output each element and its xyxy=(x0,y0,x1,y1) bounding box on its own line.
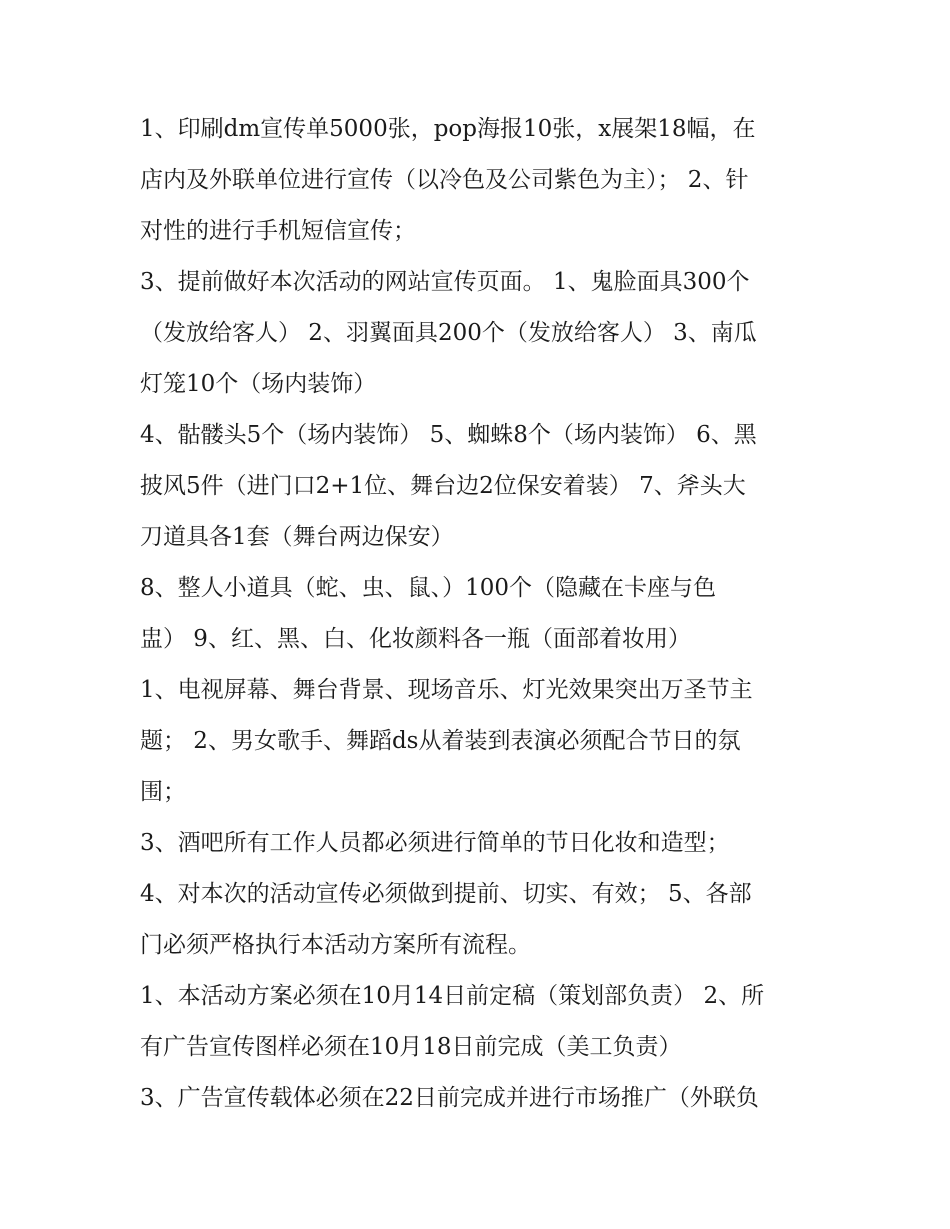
text-line: 店内及外联单位进行宣传（以冷色及公司紫色为主）； 2、针 xyxy=(140,167,749,193)
text-line: （发放给客人） 2、羽翼面具200个（发放给客人） 3、南瓜 xyxy=(140,320,757,346)
text-line: 1、印刷dm宣传单5000张，pop海报10张，x展架18幅，在 xyxy=(140,116,756,142)
text-line: 门必须严格执行本活动方案所有流程。 xyxy=(140,932,531,958)
text-line: 1、本活动方案必须在10月14日前定稿（策划部负责） 2、所 xyxy=(140,983,765,1009)
text-line: 披风5件（进门口2+1位、舞台边2位保安着装） 7、斧头大 xyxy=(140,473,746,499)
text-line: 灯笼10个（场内装饰） xyxy=(140,371,377,397)
text-line: 刀道具各1套（舞台两边保安） xyxy=(140,524,454,550)
text-line: 对性的进行手机短信宣传； xyxy=(140,218,416,244)
text-line: 盅） 9、红、黑、白、化妆颜料各一瓶（面部着妆用） xyxy=(140,626,691,652)
text-line: 3、提前做好本次活动的网站宣传页面。 1、鬼脸面具300个 xyxy=(140,269,750,295)
text-line: 围； xyxy=(140,779,186,805)
text-line: 题； 2、男女歌手、舞蹈ds从着装到表演必须配合节日的氛 xyxy=(140,728,741,754)
document-body xyxy=(140,104,810,1124)
text-line: 4、对本次的活动宣传必须做到提前、切实、有效； 5、各部 xyxy=(140,881,752,907)
text-line: 8、整人小道具（蛇、虫、鼠、）100个（隐藏在卡座与色 xyxy=(140,575,717,601)
text-line: 1、电视屏幕、舞台背景、现场音乐、灯光效果突出万圣节主 xyxy=(140,677,753,703)
text-line: 3、酒吧所有工作人员都必须进行简单的节日化妆和造型； xyxy=(140,830,730,856)
text-line: 4、骷髅头5个（场内装饰） 5、蜘蛛8个（场内装饰） 6、黑 xyxy=(140,422,757,448)
text-line: 3、广告宣传载体必须在22日前完成并进行市场推广（外联负 xyxy=(140,1085,759,1111)
text-line: 有广告宣传图样必须在10月18日前完成（美工负责） xyxy=(140,1034,682,1060)
